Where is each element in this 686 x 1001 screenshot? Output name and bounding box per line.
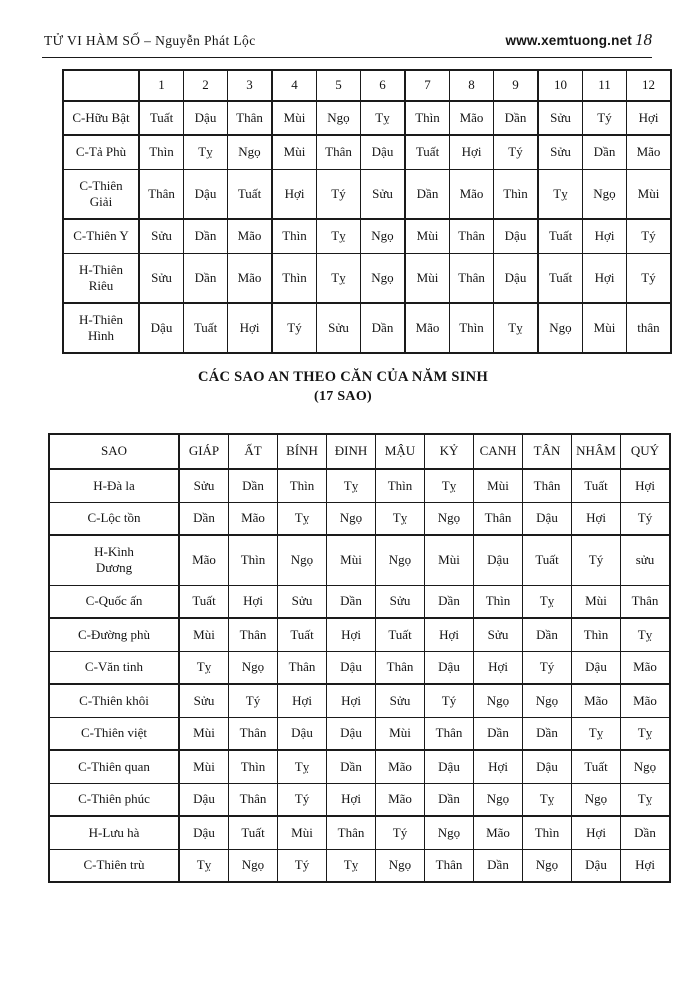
- table-cell: Hợi: [272, 169, 317, 219]
- table-cell: Tuất: [139, 101, 184, 135]
- table-cell: Sửu: [474, 618, 523, 651]
- table-stars-by-month: [62, 69, 672, 354]
- table-cell: Dần: [621, 816, 671, 849]
- table-cell: Ngọ: [474, 783, 523, 816]
- table-cell: Ngọ: [538, 303, 583, 353]
- table-cell: Ngọ: [376, 849, 425, 882]
- table-cell: Tuất: [228, 169, 273, 219]
- column-header: 3: [228, 70, 273, 101]
- table-cell: Dần: [229, 469, 278, 502]
- table-cell: Sửu: [376, 684, 425, 717]
- table-cell: Tỵ: [538, 169, 583, 219]
- table-cell: Tỵ: [317, 219, 361, 253]
- table-cell: Tý: [621, 502, 671, 535]
- row-label: C-Thiên Giải: [63, 169, 139, 219]
- table-cell: Thìn: [474, 585, 523, 618]
- table-cell: Hợi: [572, 816, 621, 849]
- table-cell: Ngọ: [425, 502, 474, 535]
- table-cell: Dậu: [494, 219, 539, 253]
- table-cell: Dậu: [425, 750, 474, 783]
- table-cell: Tỵ: [523, 585, 572, 618]
- table-cell: Dần: [474, 849, 523, 882]
- header-rule: [42, 57, 652, 58]
- table-cell: Mùi: [474, 469, 523, 502]
- table-cell: Tỵ: [494, 303, 539, 353]
- table-cell: Mùi: [179, 750, 229, 783]
- row-label: C-Thiên quan: [49, 750, 179, 783]
- table-cell: Mùi: [179, 618, 229, 651]
- section-title: CÁC SAO AN THEO CĂN CỦA NĂM SINH: [197, 369, 489, 385]
- table-cell: Ngọ: [361, 253, 406, 303]
- table-cell: Mão: [376, 783, 425, 816]
- table-cell: Thân: [425, 717, 474, 750]
- table-cell: Ngọ: [425, 816, 474, 849]
- column-header: 5: [317, 70, 361, 101]
- row-label: H-Kình Dương: [49, 535, 179, 585]
- table-cell: Sửu: [179, 684, 229, 717]
- table-cell: Ngọ: [278, 535, 327, 585]
- header-right: [506, 30, 652, 50]
- table-cell: Tý: [627, 253, 672, 303]
- table-cell: Tuất: [184, 303, 228, 353]
- table-cell: Tỵ: [179, 651, 229, 684]
- table-row: [49, 502, 670, 535]
- table-cell: Dậu: [179, 783, 229, 816]
- table-cell: sửu: [621, 535, 671, 585]
- table-cell: Sửu: [139, 219, 184, 253]
- table-cell: Tỵ: [184, 135, 228, 169]
- table-cell: Dậu: [474, 535, 523, 585]
- table-cell: Hợi: [278, 684, 327, 717]
- table-cell: Dậu: [494, 253, 539, 303]
- table-cell: Tỵ: [425, 469, 474, 502]
- table-cell: Tý: [494, 135, 539, 169]
- table-cell: Ngọ: [229, 849, 278, 882]
- table-cell: Ngọ: [229, 651, 278, 684]
- column-header: ĐINH: [327, 434, 376, 469]
- row-label: C-Quốc ấn: [49, 585, 179, 618]
- table-cell: Dần: [425, 585, 474, 618]
- table-cell: Mão: [572, 684, 621, 717]
- corner-header: SAO: [49, 434, 179, 469]
- table-cell: Hợi: [583, 253, 627, 303]
- column-header: ẤT: [229, 434, 278, 469]
- table-cell: Mão: [228, 219, 273, 253]
- row-label: H-Thiên Riêu: [63, 253, 139, 303]
- table-cell: Mão: [450, 169, 494, 219]
- table-cell: Dần: [474, 717, 523, 750]
- table-cell: Dần: [184, 253, 228, 303]
- table-cell: Hợi: [450, 135, 494, 169]
- table-cell: Tuất: [179, 585, 229, 618]
- table-cell: Tỵ: [278, 502, 327, 535]
- column-header: 1: [139, 70, 184, 101]
- table-cell: Thân: [450, 253, 494, 303]
- table-cell: Mão: [627, 135, 672, 169]
- table-cell: Ngọ: [523, 684, 572, 717]
- table-row: [63, 253, 671, 303]
- column-header: GIÁP: [179, 434, 229, 469]
- column-header: 11: [583, 70, 627, 101]
- table-row: [49, 585, 670, 618]
- table-cell: Hợi: [474, 651, 523, 684]
- table-cell: Tỵ: [179, 849, 229, 882]
- table-cell: Thìn: [278, 469, 327, 502]
- table-cell: Ngọ: [327, 502, 376, 535]
- section-subtitle: (17 SAO): [313, 389, 372, 404]
- table-cell: Hợi: [425, 618, 474, 651]
- table-cell: Sửu: [179, 469, 229, 502]
- table-row: [49, 684, 670, 717]
- column-header: 9: [494, 70, 539, 101]
- table-cell: Tỵ: [621, 783, 671, 816]
- table-row: [63, 135, 671, 169]
- column-header: 7: [405, 70, 450, 101]
- table-cell: Mùi: [278, 816, 327, 849]
- column-header: KỶ: [425, 434, 474, 469]
- table-cell: Thìn: [572, 618, 621, 651]
- table-cell: Thân: [450, 219, 494, 253]
- table-row: [49, 816, 670, 849]
- column-header: 4: [272, 70, 317, 101]
- table-cell: Dần: [184, 219, 228, 253]
- table-cell: Mùi: [179, 717, 229, 750]
- table-cell: Tuất: [538, 219, 583, 253]
- table-cell: Tý: [425, 684, 474, 717]
- table-row: [63, 101, 671, 135]
- table-cell: Sửu: [361, 169, 406, 219]
- table-cell: Tỵ: [621, 717, 671, 750]
- corner-header: [63, 70, 139, 101]
- table-cell: Tuất: [523, 535, 572, 585]
- table-cell: Hợi: [627, 101, 672, 135]
- table-cell: Hợi: [621, 849, 671, 882]
- table-cell: Dần: [405, 169, 450, 219]
- website-url: www.xemtuong.net: [505, 33, 632, 48]
- table-row: [63, 219, 671, 253]
- table-row: [49, 750, 670, 783]
- table-cell: Ngọ: [583, 169, 627, 219]
- table-cell: Tý: [272, 303, 317, 353]
- column-header: NHÂM: [572, 434, 621, 469]
- table-row: [49, 783, 670, 816]
- table-cell: Dậu: [572, 849, 621, 882]
- table-cell: Tý: [229, 684, 278, 717]
- table-cell: Mùi: [376, 717, 425, 750]
- row-label: C-Thiên khôi: [49, 684, 179, 717]
- table-cell: Tý: [376, 816, 425, 849]
- table-cell: thân: [627, 303, 672, 353]
- table-cell: Sửu: [139, 253, 184, 303]
- table-cell: Tý: [278, 849, 327, 882]
- table-cell: Tuất: [229, 816, 278, 849]
- table-cell: Mão: [405, 303, 450, 353]
- column-header: 2: [184, 70, 228, 101]
- table-cell: Sửu: [538, 101, 583, 135]
- column-header: 6: [361, 70, 406, 101]
- column-header: CANH: [474, 434, 523, 469]
- table-cell: Dậu: [184, 101, 228, 135]
- row-label: H-Thiên Hình: [63, 303, 139, 353]
- column-header: MẬU: [376, 434, 425, 469]
- table-cell: Tý: [278, 783, 327, 816]
- column-header: TÂN: [523, 434, 572, 469]
- table-cell: Hợi: [327, 684, 376, 717]
- table-cell: Mùi: [583, 303, 627, 353]
- table-cell: Thìn: [523, 816, 572, 849]
- table-cell: Dần: [425, 783, 474, 816]
- table-row: [49, 651, 670, 684]
- table-cell: Mão: [450, 101, 494, 135]
- table-cell: Thìn: [450, 303, 494, 353]
- table-cell: Ngọ: [361, 219, 406, 253]
- table-cell: Thân: [376, 651, 425, 684]
- table-cell: Mùi: [572, 585, 621, 618]
- table-cell: Dậu: [425, 651, 474, 684]
- table-cell: Dần: [523, 717, 572, 750]
- table-cell: Thân: [327, 816, 376, 849]
- table-cell: Mùi: [425, 535, 474, 585]
- table-cell: Thân: [425, 849, 474, 882]
- row-label: C-Thiên trù: [49, 849, 179, 882]
- table-cell: Thân: [621, 585, 671, 618]
- table-cell: Hợi: [572, 502, 621, 535]
- table-cell: Tỵ: [361, 101, 406, 135]
- column-header: BÍNH: [278, 434, 327, 469]
- table-cell: Tý: [572, 535, 621, 585]
- table-cell: Tuất: [538, 253, 583, 303]
- table-row: [49, 535, 670, 585]
- table-cell: Thìn: [405, 101, 450, 135]
- table-cell: Ngọ: [572, 783, 621, 816]
- table-cell: Hợi: [229, 585, 278, 618]
- row-label: C-Thiên việt: [49, 717, 179, 750]
- table-cell: Thân: [228, 101, 273, 135]
- table-cell: Mão: [228, 253, 273, 303]
- table-cell: Dậu: [139, 303, 184, 353]
- table-cell: Tỵ: [621, 618, 671, 651]
- table-cell: Sửu: [538, 135, 583, 169]
- table-cell: Ngọ: [376, 535, 425, 585]
- column-header: QUÝ: [621, 434, 671, 469]
- table-cell: Thân: [229, 783, 278, 816]
- table-cell: Thân: [229, 618, 278, 651]
- table-cell: Tý: [317, 169, 361, 219]
- table-cell: Thân: [139, 169, 184, 219]
- table-cell: Mão: [179, 535, 229, 585]
- table-row: [49, 469, 670, 502]
- table-cell: Dần: [361, 303, 406, 353]
- book-title: TỬ VI HÀM SỐ – Nguyễn Phát Lộc: [44, 33, 256, 48]
- table-cell: Thìn: [139, 135, 184, 169]
- table-cell: Hợi: [327, 618, 376, 651]
- table-cell: Mùi: [627, 169, 672, 219]
- table-cell: Mão: [621, 684, 671, 717]
- page-number: 18: [635, 30, 652, 49]
- table-cell: Ngọ: [474, 684, 523, 717]
- table-cell: Mão: [621, 651, 671, 684]
- table-cell: Thìn: [272, 219, 317, 253]
- row-label: C-Thiên Y: [63, 219, 139, 253]
- table-cell: Dần: [327, 750, 376, 783]
- table-cell: Tuất: [572, 750, 621, 783]
- table-cell: Tỵ: [317, 253, 361, 303]
- page-header: [44, 30, 652, 50]
- table-cell: Mùi: [405, 219, 450, 253]
- table-cell: Tỵ: [572, 717, 621, 750]
- table-cell: Ngọ: [317, 101, 361, 135]
- table-cell: Dần: [583, 135, 627, 169]
- table-cell: Tý: [583, 101, 627, 135]
- table-cell: Ngọ: [621, 750, 671, 783]
- table-cell: Tý: [627, 219, 672, 253]
- table-cell: Hợi: [327, 783, 376, 816]
- row-label: C-Văn tinh: [49, 651, 179, 684]
- table-cell: Mùi: [272, 135, 317, 169]
- row-label: C-Đường phù: [49, 618, 179, 651]
- table-cell: Tỵ: [278, 750, 327, 783]
- table-cell: Dậu: [523, 502, 572, 535]
- table-cell: Thân: [317, 135, 361, 169]
- table-row: [49, 717, 670, 750]
- table-cell: Tỵ: [523, 783, 572, 816]
- table-cell: Mùi: [327, 535, 376, 585]
- table-cell: Dần: [327, 585, 376, 618]
- table-cell: Mùi: [272, 101, 317, 135]
- table-cell: Tuất: [278, 618, 327, 651]
- table-row: [49, 849, 670, 882]
- table-cell: Sửu: [278, 585, 327, 618]
- table-cell: Ngọ: [523, 849, 572, 882]
- column-header: 12: [627, 70, 672, 101]
- table-cell: Tuất: [376, 618, 425, 651]
- table-cell: Thìn: [229, 750, 278, 783]
- table-cell: Mão: [376, 750, 425, 783]
- table-cell: Tỵ: [376, 502, 425, 535]
- table-cell: Dậu: [361, 135, 406, 169]
- table-cell: Hợi: [621, 469, 671, 502]
- table-cell: Tý: [523, 651, 572, 684]
- row-label: C-Tả Phù: [63, 135, 139, 169]
- table-cell: Dần: [523, 618, 572, 651]
- row-label: C-Thiên phúc: [49, 783, 179, 816]
- table-cell: Thân: [474, 502, 523, 535]
- column-header: 10: [538, 70, 583, 101]
- table-cell: Mão: [474, 816, 523, 849]
- table-cell: Hợi: [228, 303, 273, 353]
- table-cell: Tuất: [572, 469, 621, 502]
- table-cell: Thân: [523, 469, 572, 502]
- table-cell: Dậu: [278, 717, 327, 750]
- row-label: H-Đà la: [49, 469, 179, 502]
- table-cell: Thân: [278, 651, 327, 684]
- table-cell: Thìn: [494, 169, 539, 219]
- table-cell: Hợi: [474, 750, 523, 783]
- table-row: [49, 618, 670, 651]
- table-cell: Tỵ: [327, 849, 376, 882]
- table-cell: Sửu: [376, 585, 425, 618]
- table-cell: Dần: [494, 101, 539, 135]
- table-cell: Dậu: [327, 651, 376, 684]
- table-cell: Dậu: [327, 717, 376, 750]
- table-cell: Mão: [229, 502, 278, 535]
- table-row: [63, 303, 671, 353]
- table-cell: Hợi: [583, 219, 627, 253]
- table-row: [63, 169, 671, 219]
- row-label: C-Hữu Bật: [63, 101, 139, 135]
- table-cell: Tỵ: [327, 469, 376, 502]
- table-cell: Sửu: [317, 303, 361, 353]
- table-cell: Dậu: [523, 750, 572, 783]
- table-cell: Dậu: [184, 169, 228, 219]
- table-cell: Mùi: [405, 253, 450, 303]
- table-cell: Dậu: [179, 816, 229, 849]
- row-label: C-Lộc tồn: [49, 502, 179, 535]
- table-cell: Thìn: [229, 535, 278, 585]
- table-cell: Thân: [229, 717, 278, 750]
- table-cell: Ngọ: [228, 135, 273, 169]
- table-stars-by-year-stem: [48, 433, 671, 883]
- table-cell: Thìn: [376, 469, 425, 502]
- table-cell: Thìn: [272, 253, 317, 303]
- row-label: H-Lưu hà: [49, 816, 179, 849]
- table-cell: Tuất: [405, 135, 450, 169]
- table-cell: Dậu: [572, 651, 621, 684]
- column-header: 8: [450, 70, 494, 101]
- table-cell: Dần: [179, 502, 229, 535]
